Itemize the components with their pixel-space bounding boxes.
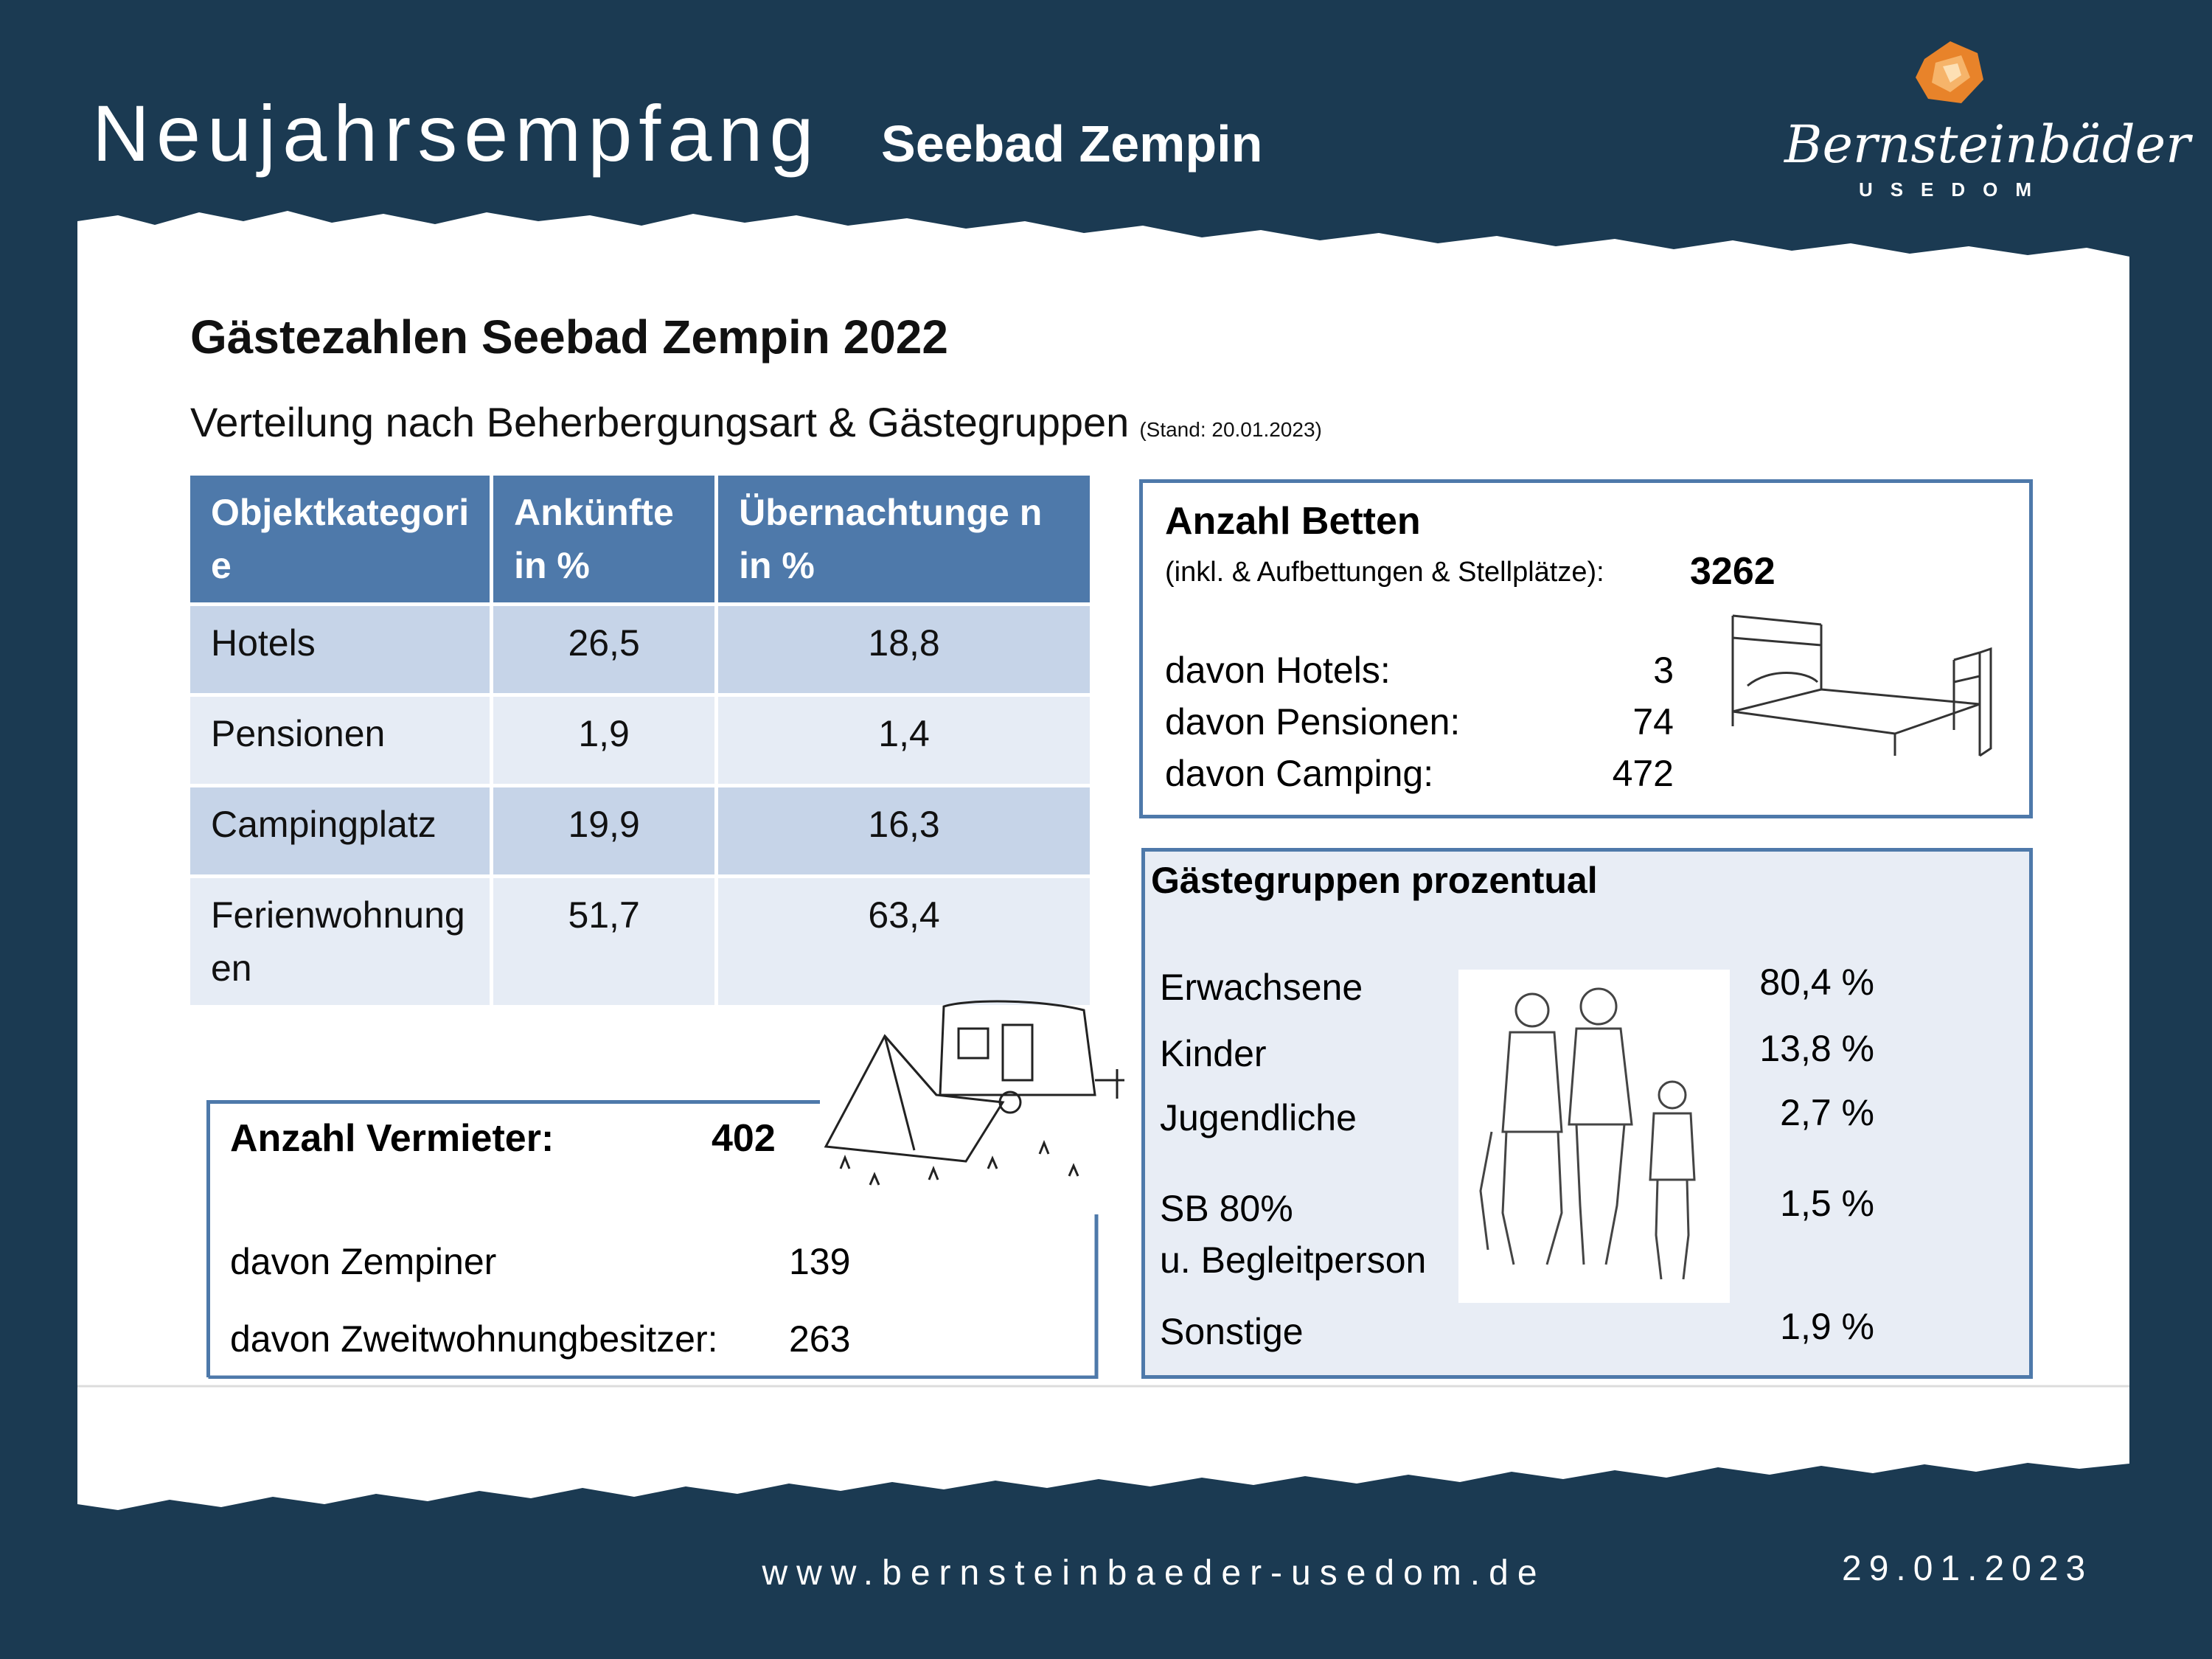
- landlords-row-value: 263: [789, 1318, 851, 1360]
- table-row: [190, 878, 1090, 1005]
- table-header-row: [190, 476, 1090, 602]
- column-header-overnights: Übernachtunge n in %: [718, 476, 1090, 602]
- subtitle-text: Verteilung nach Beherbergungsart & Gästegruppen: [190, 399, 1130, 445]
- cell-category: Campingplatz: [190, 787, 490, 874]
- beds-row-label: davon Pensionen:: [1165, 701, 1461, 742]
- cell-overnights: 18,8: [718, 606, 1090, 693]
- cell-arrivals: 26,5: [493, 606, 714, 693]
- cell-arrivals: 51,7: [493, 878, 714, 1005]
- page-title: Gästezahlen Seebad Zempin 2022: [190, 310, 948, 364]
- family-sketch-icon: [1458, 970, 1730, 1303]
- cell-category: Hotels: [190, 606, 490, 693]
- guest-groups-box: [1141, 848, 2033, 1379]
- cell-arrivals: 19,9: [493, 787, 714, 874]
- group-label-secondary: u. Begleitperson: [1160, 1239, 1427, 1281]
- stand-date: (Stand: 20.01.2023): [1139, 418, 1322, 441]
- group-percent: 2,7 %: [1780, 1092, 1874, 1133]
- cell-category: Ferienwohnung en: [190, 878, 490, 1005]
- guest-groups-title: Gästegruppen prozentual: [1151, 860, 1598, 901]
- table-row: [190, 787, 1090, 874]
- beds-incl-label: (inkl. & Aufbettungen & Stellplätze):: [1165, 557, 1604, 588]
- beds-row: [1165, 649, 1674, 692]
- camping-sketch-icon: [818, 992, 1135, 1206]
- beds-total: 3262: [1690, 550, 1775, 593]
- group-percent: 1,9 %: [1780, 1306, 1874, 1347]
- logo-subtitle: USEDOM: [1858, 178, 2050, 201]
- group-label: Jugendliche: [1160, 1097, 1357, 1138]
- landlords-title: Anzahl Vermieter:: [230, 1117, 554, 1160]
- cell-arrivals: 1,9: [493, 697, 714, 784]
- group-percent: 1,5 %: [1780, 1183, 1874, 1224]
- beds-row: [1165, 752, 1674, 795]
- amber-gem-icon: [1910, 37, 1991, 111]
- cell-overnights: 1,4: [718, 697, 1090, 784]
- group-percent: 13,8 %: [1759, 1028, 1874, 1069]
- group-label: Erwachsene: [1160, 967, 1363, 1008]
- beds-row-value: 472: [1612, 753, 1674, 794]
- beds-row-value: 3: [1653, 650, 1674, 691]
- bed-sketch-icon: [1725, 608, 1998, 771]
- beds-row: [1165, 700, 1674, 743]
- landlords-row-label: davon Zempiner: [230, 1241, 497, 1282]
- logo-name: Bernsteinbäder: [1784, 114, 2191, 175]
- footer-date: 29.01.2023: [1842, 1549, 2093, 1588]
- beds-box: [1139, 479, 2033, 818]
- beds-row-label: davon Camping:: [1165, 753, 1434, 794]
- header-subtitle: Seebad Zempin: [881, 115, 1263, 173]
- category-table: [187, 472, 1093, 1009]
- group-label: Kinder: [1160, 1033, 1267, 1074]
- brand-logo: [1784, 37, 2191, 206]
- group-label: Sonstige: [1160, 1311, 1304, 1352]
- footer-url-text[interactable]: www.bernsteinbaeder-usedom.de: [762, 1554, 1546, 1593]
- column-header-arrivals: Ankünfte in %: [493, 476, 714, 602]
- group-label: SB 80%: [1160, 1188, 1293, 1229]
- beds-row-value: 74: [1632, 701, 1674, 742]
- table-row: [190, 697, 1090, 784]
- landlords-row-label: davon Zweitwohnungbesitzer:: [230, 1318, 718, 1360]
- cell-category: Pensionen: [190, 697, 490, 784]
- header-title: Neujahrsempfang: [92, 88, 821, 178]
- family-sketch-image: [1458, 970, 1730, 1303]
- beds-title: Anzahl Betten: [1165, 500, 1421, 543]
- landlords-total: 402: [712, 1117, 776, 1160]
- page-subtitle: [190, 398, 1322, 446]
- cell-overnights: 16,3: [718, 787, 1090, 874]
- cell-overnights: 63,4: [718, 878, 1090, 1005]
- column-header-category: Objektkategori e: [190, 476, 490, 602]
- table-row: [190, 606, 1090, 693]
- landlords-row-value: 139: [789, 1241, 851, 1282]
- group-percent: 80,4 %: [1759, 961, 1874, 1003]
- beds-row-label: davon Hotels:: [1165, 650, 1391, 691]
